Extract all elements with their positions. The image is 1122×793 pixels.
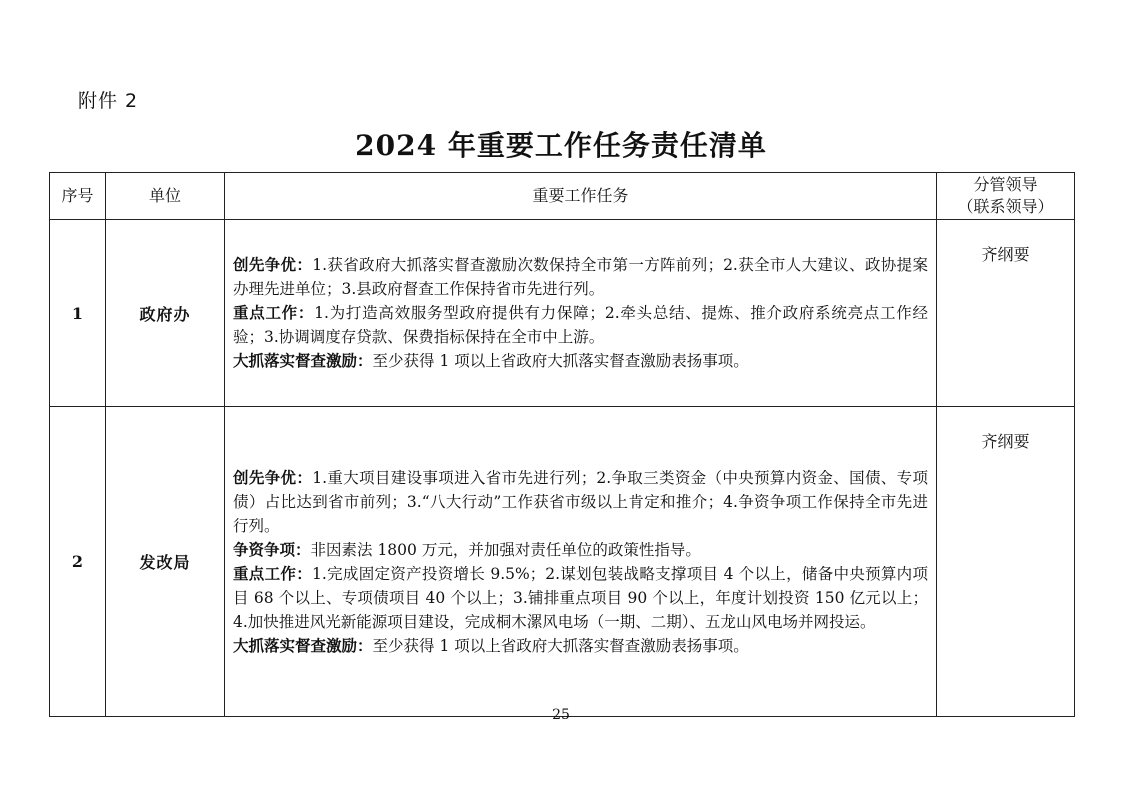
task-section-label: 创先争优：: [233, 256, 313, 274]
task-section: [233, 301, 928, 349]
task-section-text: 1.完成固定资产投资增长 9.5%；2.谋划包装战略支撑项目 4 个以上，储备中央预算内项目 68 个以上、专项债项目 40 个以上；3.铺排重点项目 90 个以上，年度计划投资 150 亿元以上；4.加快推进风光新能源项目建设，完成桐木漯风电场（一期、二期）、五龙山风电场并网投运。: [233, 564, 928, 631]
document-title: 2024 年重要工作任务责任清单: [355, 129, 767, 162]
task-section-text: 至少获得 1 项以上省政府大抓落实督查激励表扬事项。: [372, 352, 749, 370]
row-tasks: [225, 220, 937, 407]
attachment-label: 附件 2: [78, 90, 139, 112]
task-responsibility-table: [49, 172, 1075, 717]
row-number: 2: [50, 407, 106, 717]
task-section-text: 1.获省政府大抓落实督查激励次数保持全市第一方阵前列；2.获全市人大建议、政协提案办理先进单位；3.县政府督查工作保持省市先进行列。: [233, 256, 928, 298]
task-section: [233, 562, 928, 634]
table-header-row: [50, 173, 1075, 220]
task-section-label: 创先争优：: [233, 468, 313, 487]
task-section-label: 重点工作：: [233, 564, 313, 583]
header-leader: [937, 173, 1075, 220]
task-section: [233, 253, 928, 301]
page-number: 25: [552, 707, 570, 723]
task-section-text: 非因素法 1800 万元，并加强对责任单位的政策性指导。: [310, 540, 701, 559]
header-leader-line2: （联系领导）: [957, 197, 1054, 216]
task-section-text: 至少获得 1 项以上省政府大抓落实督查激励表扬事项。: [372, 636, 749, 655]
row-leader: 齐纲要: [937, 407, 1075, 717]
task-section-label: 争资争项：: [233, 540, 311, 559]
task-section-label: 大抓落实督查激励：: [233, 352, 373, 370]
table-row: [50, 220, 1075, 407]
header-leader-line1: 分管领导: [973, 175, 1038, 194]
task-section: [233, 538, 928, 562]
row-tasks: [225, 407, 937, 717]
table-row: [50, 407, 1075, 717]
task-section-label: 大抓落实督查激励：: [233, 636, 373, 655]
row-leader: 齐纲要: [937, 220, 1075, 407]
row-number: 1: [50, 220, 106, 407]
task-section-text: 1.重大项目建设事项进入省市先进行列；2.争取三类资金（中央预算内资金、国债、专项债）占比达到省市前列；3.“八大行动”工作获省市级以上肯定和推介；4.争资争项工作保持全市先进行列。: [233, 468, 928, 535]
task-section: [233, 634, 928, 658]
header-no: 序号: [50, 173, 106, 220]
row-unit: 发改局: [106, 407, 225, 717]
task-section: [233, 349, 928, 373]
header-task: 重要工作任务: [225, 173, 937, 220]
task-section-text: 1.为打造高效服务型政府提供有力保障；2.牵头总结、提炼、推介政府系统亮点工作经验；3.协调调度存贷款、保费指标保持在全市中上游。: [233, 304, 928, 346]
task-section-label: 重点工作：: [233, 304, 315, 322]
task-section: [233, 466, 928, 538]
header-unit: 单位: [106, 173, 225, 220]
row-unit: 政府办: [106, 220, 225, 407]
